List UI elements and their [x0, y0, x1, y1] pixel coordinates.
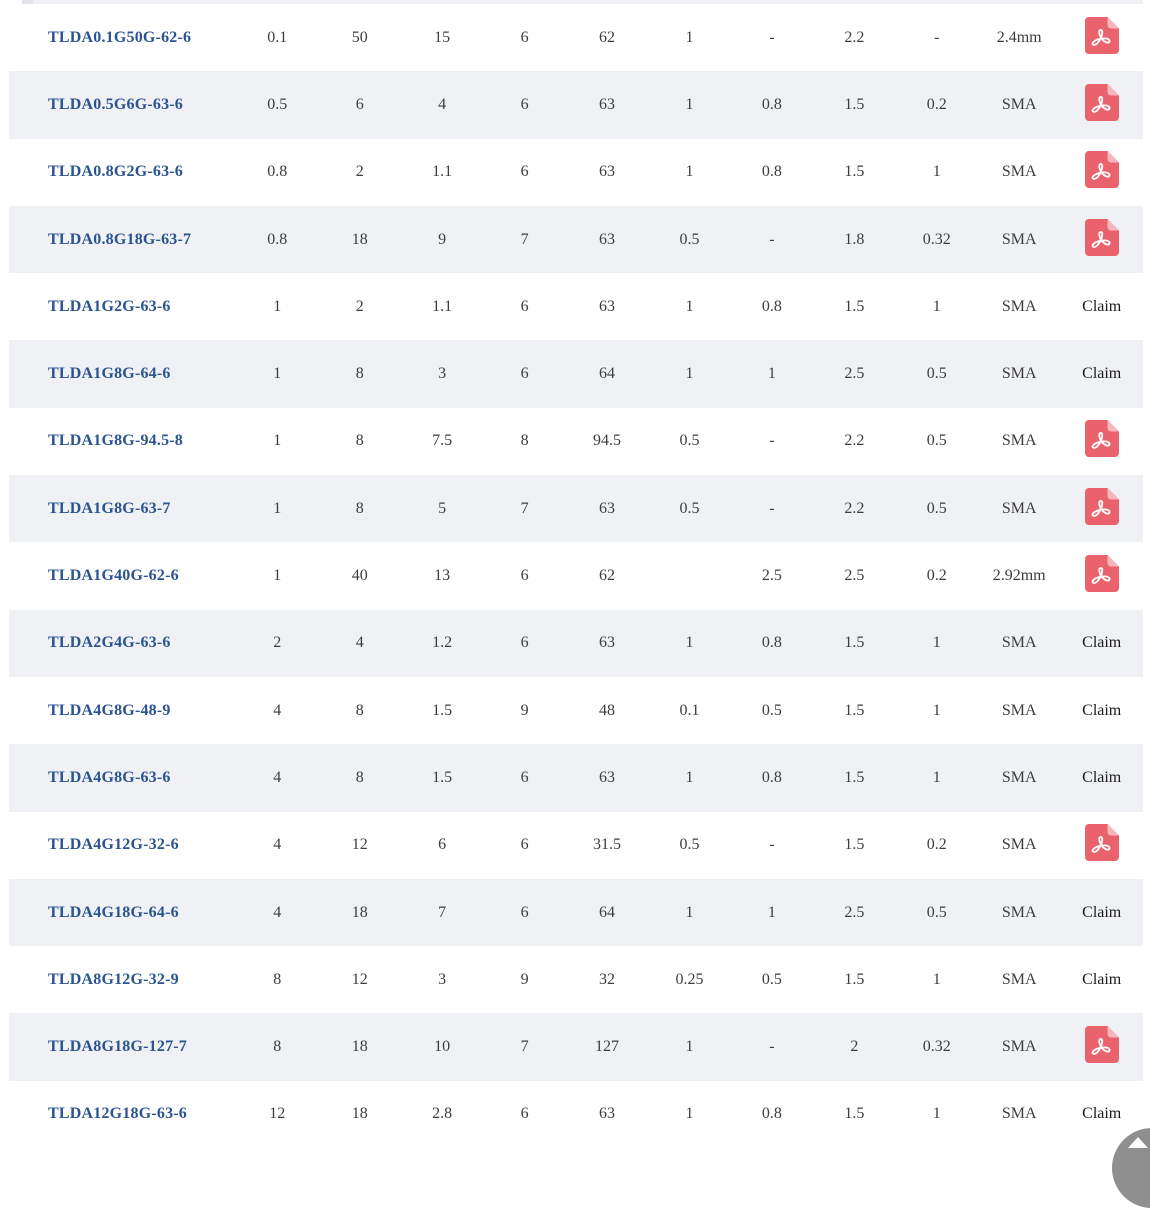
value-cell: 1	[932, 1105, 941, 1123]
claim-link[interactable]: Claim	[1082, 1105, 1122, 1123]
value-cell: SMA	[1001, 365, 1037, 383]
value-cell: 4	[273, 701, 282, 719]
action-cell	[1060, 71, 1143, 138]
model-link[interactable]: TLDA4G18G-64-6	[48, 903, 179, 921]
action-cell	[1060, 340, 1143, 407]
value-cell: 2.5	[761, 567, 782, 585]
value-cell: 0.8	[761, 163, 782, 181]
value-cell: 32	[599, 970, 615, 988]
value-cell: 6	[520, 365, 529, 383]
value-cell: 1.5	[844, 95, 865, 113]
value-cell: SMA	[1001, 768, 1037, 786]
value-cell: 63	[599, 163, 615, 181]
model-cell	[9, 812, 236, 879]
value-cell: 1	[932, 701, 941, 719]
value-cell: 8	[273, 970, 282, 988]
claim-link[interactable]: Claim	[1082, 365, 1122, 383]
pdf-file-icon	[1085, 824, 1119, 861]
value-cell: 1.5	[844, 836, 865, 854]
action-cell	[1060, 879, 1143, 946]
value-cell: 0.32	[922, 1038, 951, 1056]
pdf-download-link[interactable]	[1085, 84, 1119, 121]
value-cell: 2.2	[844, 432, 865, 450]
value-cell: 0.8	[761, 297, 782, 315]
value-cell: 1.1	[432, 163, 453, 181]
value-cell: 1	[685, 634, 694, 652]
model-link[interactable]: TLDA1G8G-94.5-8	[48, 432, 183, 450]
value-cell: 0.8	[761, 634, 782, 652]
value-cell: 0.5	[679, 230, 700, 248]
value-cell: SMA	[1001, 95, 1037, 113]
claim-link[interactable]: Claim	[1082, 701, 1122, 719]
claim-link[interactable]: Claim	[1082, 297, 1122, 315]
value-cell: 64	[599, 903, 615, 921]
value-cell: SMA	[1001, 1105, 1037, 1123]
model-link[interactable]: TLDA1G40G-62-6	[48, 567, 179, 585]
value-cell: 0.5	[679, 432, 700, 450]
value-cell: 0.32	[922, 230, 951, 248]
value-cell: 4	[273, 768, 282, 786]
table-row	[9, 475, 1143, 542]
value-cell: 8	[273, 1038, 282, 1056]
value-cell: -	[769, 499, 775, 517]
value-cell: -	[769, 836, 775, 854]
value-cell: 8	[355, 768, 364, 786]
value-cell: 1.5	[844, 768, 865, 786]
model-cell	[9, 139, 236, 206]
action-cell	[1060, 273, 1143, 340]
value-cell: 18	[351, 903, 368, 921]
value-cell: 2.5	[844, 567, 865, 585]
value-cell: 6	[520, 903, 529, 921]
model-link[interactable]: TLDA0.1G50G-62-6	[48, 28, 192, 46]
value-cell: 6	[520, 634, 529, 652]
value-cell: 2.2	[844, 28, 865, 46]
value-cell: 1	[932, 970, 941, 988]
value-cell: SMA	[1001, 836, 1037, 854]
model-cell	[9, 340, 236, 407]
claim-link[interactable]: Claim	[1082, 768, 1122, 786]
value-cell: 18	[351, 1105, 368, 1123]
value-cell: 0.2	[926, 836, 947, 854]
value-cell: 6	[520, 768, 529, 786]
value-cell: 15	[434, 28, 451, 46]
value-cell: 5	[438, 499, 447, 517]
action-cell	[1060, 610, 1143, 677]
table-row	[9, 946, 1143, 1013]
value-cell: SMA	[1001, 230, 1037, 248]
action-cell	[1060, 4, 1143, 71]
value-cell: 2.5	[844, 903, 865, 921]
model-cell	[9, 206, 236, 273]
value-cell: 1	[932, 297, 941, 315]
model-link[interactable]: TLDA0.8G18G-63-7	[48, 230, 192, 248]
value-cell: 7	[520, 499, 529, 517]
value-cell: 1	[273, 365, 282, 383]
pdf-file-icon	[1085, 1026, 1119, 1063]
model-cell	[9, 542, 236, 609]
value-cell: 12	[269, 1105, 286, 1123]
action-cell	[1060, 812, 1143, 879]
value-cell	[648, 542, 730, 609]
table-row	[9, 4, 1143, 71]
value-cell: 1	[767, 365, 776, 383]
value-cell: 9	[520, 970, 529, 988]
model-cell	[9, 677, 236, 744]
value-cell: 9	[438, 230, 447, 248]
value-cell: 3	[438, 365, 447, 383]
value-cell: 1	[685, 28, 694, 46]
model-cell	[9, 408, 236, 475]
value-cell: 1.5	[844, 970, 865, 988]
value-cell: 6	[520, 297, 529, 315]
value-cell: 0.25	[675, 970, 704, 988]
value-cell: 127	[595, 1038, 619, 1056]
table-row	[9, 71, 1143, 138]
value-cell: 1	[685, 768, 694, 786]
value-cell: SMA	[1001, 163, 1037, 181]
value-cell: 8	[355, 701, 364, 719]
value-cell: 4	[273, 903, 282, 921]
model-link[interactable]: TLDA4G8G-48-9	[48, 701, 171, 719]
value-cell: 1	[685, 1105, 694, 1123]
value-cell: 0.5	[926, 903, 947, 921]
value-cell: SMA	[1001, 499, 1037, 517]
pdf-download-link[interactable]	[1085, 219, 1119, 256]
value-cell: 4	[273, 836, 282, 854]
value-cell: 10	[434, 1038, 451, 1056]
table-row	[9, 542, 1143, 609]
table-row	[9, 677, 1143, 744]
pdf-download-link[interactable]	[1085, 420, 1119, 457]
value-cell: 0.1	[267, 28, 288, 46]
value-cell: 1.5	[432, 768, 453, 786]
value-cell: -	[769, 1038, 775, 1056]
value-cell: 6	[438, 836, 447, 854]
value-cell: 0.2	[926, 95, 947, 113]
table-row	[9, 879, 1143, 946]
claim-link[interactable]: Claim	[1082, 634, 1122, 652]
value-cell: 1	[685, 365, 694, 383]
value-cell: -	[769, 230, 775, 248]
table-row	[9, 610, 1143, 677]
value-cell: 0.5	[761, 701, 782, 719]
value-cell: 63	[599, 297, 615, 315]
value-cell: 8	[520, 432, 529, 450]
value-cell: 1	[685, 1038, 694, 1056]
value-cell: 63	[599, 230, 615, 248]
value-cell: 62	[599, 567, 615, 585]
table-row	[9, 139, 1143, 206]
pdf-download-link[interactable]	[1085, 17, 1119, 54]
value-cell: 0.8	[267, 163, 288, 181]
model-cell	[9, 475, 236, 542]
value-cell: 0.8	[267, 230, 288, 248]
model-cell	[9, 273, 236, 340]
table-row	[9, 273, 1143, 340]
value-cell: 2	[355, 163, 364, 181]
table-row	[9, 206, 1143, 273]
value-cell: 0.5	[926, 365, 947, 383]
action-cell	[1060, 1013, 1143, 1080]
model-cell	[9, 1013, 236, 1080]
value-cell: 1	[273, 297, 282, 315]
value-cell: 6	[520, 567, 529, 585]
value-cell: 7	[520, 1038, 529, 1056]
table-row	[9, 408, 1143, 475]
value-cell: 1.5	[844, 297, 865, 315]
value-cell: -	[934, 28, 940, 46]
pdf-download-link[interactable]	[1085, 1026, 1119, 1063]
pdf-download-link[interactable]	[1085, 488, 1119, 525]
value-cell: SMA	[1001, 970, 1037, 988]
pdf-file-icon	[1085, 151, 1119, 188]
value-cell: 0.5	[926, 499, 947, 517]
value-cell: 7	[438, 903, 447, 921]
action-cell	[1060, 139, 1143, 206]
model-link[interactable]: TLDA12G18G-63-6	[48, 1105, 187, 1123]
value-cell: 1	[273, 432, 282, 450]
model-cell	[9, 946, 236, 1013]
value-cell: 13	[434, 567, 451, 585]
value-cell: 63	[599, 1105, 615, 1123]
value-cell: 18	[351, 230, 368, 248]
value-cell: 1	[767, 903, 776, 921]
value-cell: 0.1	[679, 701, 700, 719]
value-cell: 2	[273, 634, 282, 652]
value-cell: 1.5	[844, 634, 865, 652]
value-cell: 63	[599, 499, 615, 517]
value-cell: 1.5	[432, 701, 453, 719]
value-cell: 3	[438, 970, 447, 988]
value-cell: 1.5	[844, 1105, 865, 1123]
value-cell: 0.8	[761, 1105, 782, 1123]
model-cell	[9, 744, 236, 811]
value-cell: 1	[685, 95, 694, 113]
model-cell	[9, 1081, 236, 1148]
value-cell: 0.5	[679, 836, 700, 854]
value-cell: 1	[685, 903, 694, 921]
value-cell: 64	[599, 365, 615, 383]
value-cell: 1	[932, 634, 941, 652]
value-cell: SMA	[1001, 432, 1037, 450]
value-cell: 18	[351, 1038, 368, 1056]
value-cell: 12	[351, 970, 368, 988]
value-cell: 1	[273, 499, 282, 517]
value-cell: -	[769, 432, 775, 450]
table-row	[9, 744, 1143, 811]
table-row	[9, 812, 1143, 879]
value-cell: 2.4mm	[996, 28, 1042, 46]
value-cell: 1.5	[844, 163, 865, 181]
value-cell: 0.5	[926, 432, 947, 450]
value-cell: 0.2	[926, 567, 947, 585]
value-cell: 1	[932, 163, 941, 181]
value-cell: 40	[351, 567, 368, 585]
value-cell: 4	[438, 95, 447, 113]
value-cell: 48	[599, 701, 615, 719]
value-cell: 0.8	[761, 768, 782, 786]
pdf-file-icon	[1085, 219, 1119, 256]
value-cell: 50	[351, 28, 368, 46]
value-cell: 63	[599, 95, 615, 113]
value-cell: SMA	[1001, 903, 1037, 921]
pdf-download-link[interactable]	[1085, 555, 1119, 592]
model-link[interactable]: TLDA2G4G-63-6	[48, 634, 171, 652]
pdf-download-link[interactable]	[1085, 151, 1119, 188]
value-cell: 1	[685, 297, 694, 315]
value-cell: 31.5	[593, 836, 621, 854]
value-cell: 2.2	[844, 499, 865, 517]
table-row	[9, 1013, 1143, 1080]
model-cell	[9, 4, 236, 71]
value-cell: 6	[520, 28, 529, 46]
value-cell: SMA	[1001, 634, 1037, 652]
value-cell: 2	[850, 1038, 859, 1056]
model-link[interactable]: TLDA4G8G-63-6	[48, 768, 171, 786]
value-cell: 1.8	[844, 230, 865, 248]
value-cell: 8	[355, 365, 364, 383]
value-cell: 2	[355, 297, 364, 315]
value-cell: 0.8	[761, 95, 782, 113]
value-cell: 62	[599, 28, 615, 46]
model-link[interactable]: TLDA0.5G6G-63-6	[48, 95, 183, 113]
model-link[interactable]: TLDA1G2G-63-6	[48, 297, 171, 315]
value-cell: 8	[355, 499, 364, 517]
value-cell: 2.8	[432, 1105, 453, 1123]
value-cell: 0.5	[267, 95, 288, 113]
pdf-file-icon	[1085, 555, 1119, 592]
action-cell	[1060, 542, 1143, 609]
model-link[interactable]: TLDA8G12G-32-9	[48, 970, 179, 988]
value-cell: 2.5	[844, 365, 865, 383]
model-link[interactable]: TLDA0.8G2G-63-6	[48, 163, 183, 181]
table-row	[9, 340, 1143, 407]
value-cell: 63	[599, 768, 615, 786]
action-cell	[1060, 206, 1143, 273]
value-cell: 8	[355, 432, 364, 450]
value-cell: 6	[520, 95, 529, 113]
model-link[interactable]: TLDA1G8G-63-7	[48, 499, 171, 517]
value-cell: 6	[520, 163, 529, 181]
action-cell	[1060, 475, 1143, 542]
value-cell: 1.5	[844, 701, 865, 719]
product-table	[9, 4, 1143, 1148]
model-cell	[9, 879, 236, 946]
pdf-file-icon	[1085, 420, 1119, 457]
value-cell: 4	[355, 634, 364, 652]
action-cell	[1060, 677, 1143, 744]
value-cell: 12	[351, 836, 368, 854]
action-cell	[1060, 408, 1143, 475]
value-cell: 6	[355, 95, 364, 113]
model-link[interactable]: TLDA4G12G-32-6	[48, 836, 179, 854]
value-cell: SMA	[1001, 701, 1037, 719]
arrow-up-icon	[1128, 1137, 1148, 1148]
value-cell: 94.5	[593, 432, 621, 450]
value-cell: 1.1	[432, 297, 453, 315]
model-link[interactable]: TLDA8G18G-127-7	[48, 1038, 187, 1056]
action-cell	[1060, 946, 1143, 1013]
value-cell: 63	[599, 634, 615, 652]
value-cell: SMA	[1001, 1038, 1037, 1056]
value-cell: 0.5	[679, 499, 700, 517]
value-cell: 1.2	[432, 634, 453, 652]
value-cell: 1	[685, 163, 694, 181]
value-cell: 1	[273, 567, 282, 585]
value-cell: 1	[932, 768, 941, 786]
pdf-file-icon	[1085, 488, 1119, 525]
table-row	[9, 1081, 1143, 1148]
pdf-file-icon	[1085, 17, 1119, 54]
action-cell	[1060, 744, 1143, 811]
value-cell: 6	[520, 1105, 529, 1123]
value-cell: -	[769, 28, 775, 46]
model-link[interactable]: TLDA1G8G-64-6	[48, 365, 171, 383]
value-cell: 7.5	[432, 432, 453, 450]
value-cell: 7	[520, 230, 529, 248]
value-cell: SMA	[1001, 297, 1037, 315]
value-cell: 2.92mm	[992, 567, 1046, 585]
claim-link[interactable]: Claim	[1082, 970, 1122, 988]
pdf-download-link[interactable]	[1085, 824, 1119, 861]
value-cell: 0.5	[761, 970, 782, 988]
value-cell: 9	[520, 701, 529, 719]
model-cell	[9, 71, 236, 138]
model-cell	[9, 610, 236, 677]
value-cell: 6	[520, 836, 529, 854]
claim-link[interactable]: Claim	[1082, 903, 1122, 921]
pdf-file-icon	[1085, 84, 1119, 121]
product-table-wrap	[9, 4, 1143, 1148]
